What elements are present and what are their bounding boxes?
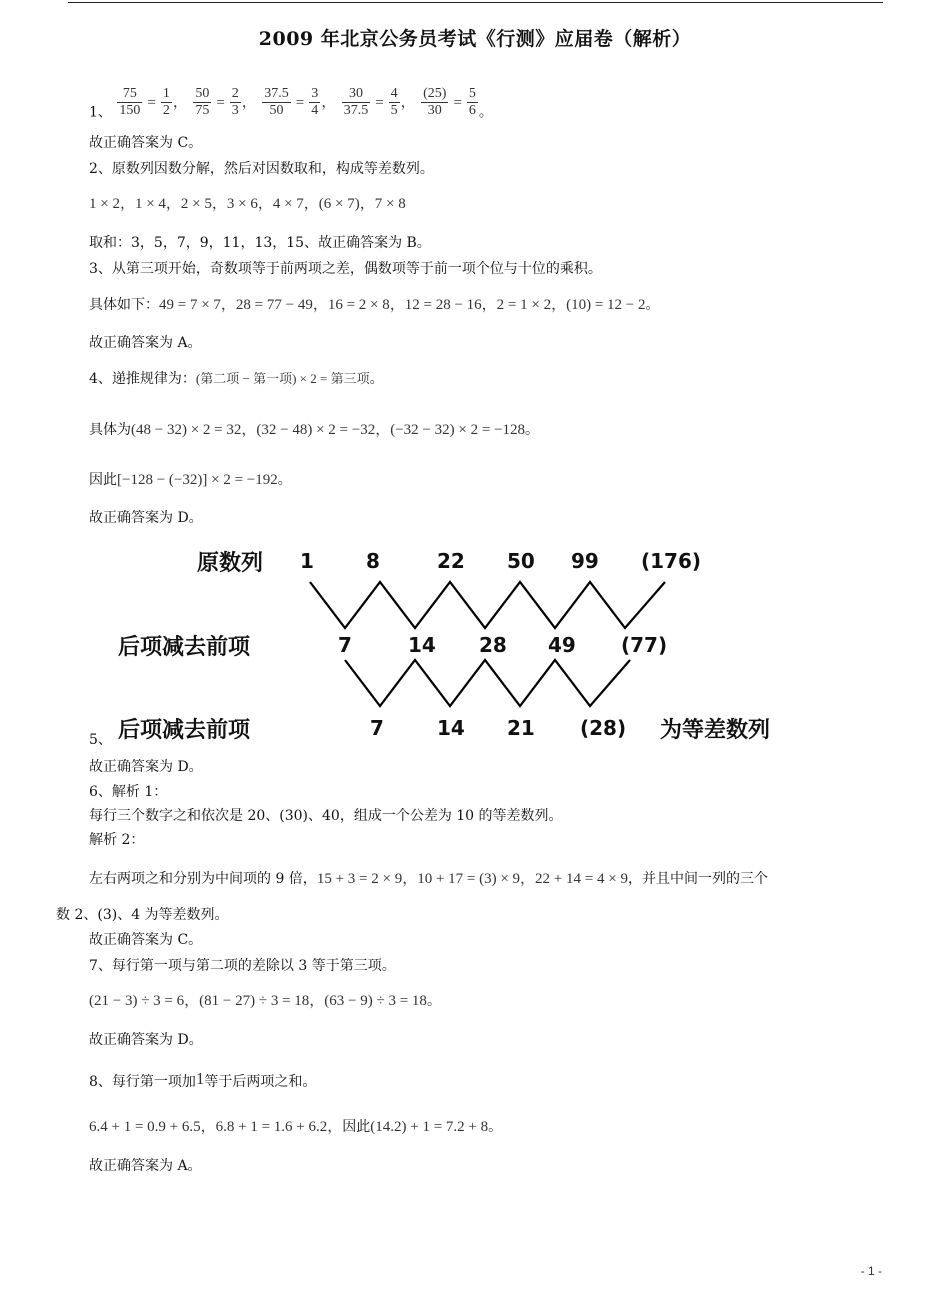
q4-rule: 4、递推规律为：(第二项 − 第一项) × 2 = 第三项。 bbox=[89, 371, 384, 387]
row2-value: 7 bbox=[338, 633, 352, 657]
q8-answer: 故正确答案为 A。 bbox=[89, 1158, 202, 1174]
q1-fraction: $\frac{5}{6}$ bbox=[468, 86, 476, 118]
q7-formula: (21 − 3) ÷ 3 = 6，(81 − 27) ÷ 3 = 18，(63 − 9) ÷ 3 = 18。 bbox=[89, 993, 441, 1009]
q3-answer: 故正确答案为 A。 bbox=[89, 335, 202, 351]
q1-fraction: $\frac{3}{4}$ bbox=[311, 86, 319, 118]
row3-label: 后项减去前项 bbox=[118, 718, 251, 743]
row3-value: 14 bbox=[437, 716, 465, 740]
row1-value: (176) bbox=[641, 549, 702, 573]
q1-fraction: $\frac{1}{2}$ bbox=[162, 86, 170, 118]
q5-diagram bbox=[0, 540, 950, 750]
q4-detail: 具体为(48 − 32) × 2 = 32，(32 − 48) × 2 = −32，(−32 − 32) × 2 = −128。 bbox=[89, 422, 539, 438]
row2-value: (77) bbox=[621, 633, 668, 657]
page-title: 2009 年北京公务员考试《行测》应届卷（解析） bbox=[258, 28, 692, 50]
q7-answer: 故正确答案为 D。 bbox=[89, 1032, 203, 1048]
q3-text: 3、从第三项开始，奇数项等于前两项之差，偶数项等于前一项个位与十位的乘积。 bbox=[89, 261, 602, 277]
q6-line2: 左右两项之和分别为中间项的 9 倍，15 + 3 = 2 × 9，10 + 17 = (3) × 9，22 + 14 = 4 × 9，并且中间一列的三个 bbox=[89, 871, 768, 887]
q4-thus: 因此[−128 − (−32)] × 2 = −192。 bbox=[89, 472, 292, 488]
row1-value: 1 bbox=[300, 549, 314, 573]
row1-value: 22 bbox=[437, 549, 465, 573]
row1-value: 8 bbox=[366, 549, 380, 573]
q2-text: 2、原数列因数分解，然后对因数取和，构成等差数列。 bbox=[89, 161, 434, 177]
q8-text: 8、每行第一项加1等于后两项之和。 bbox=[89, 1069, 317, 1090]
q1-prefix: 1、 bbox=[89, 104, 112, 121]
row2-value: 14 bbox=[408, 633, 436, 657]
row2-value: 49 bbox=[548, 633, 576, 657]
q1-fraction: $\frac{50}{75}$ bbox=[195, 86, 210, 118]
q5-prefix: 5、 bbox=[89, 732, 112, 748]
row3-note: 为等差数列 bbox=[660, 718, 771, 743]
q6-line1: 每行三个数字之和依次是 20、(30)、40，组成一个公差为 10 的等差数列。 bbox=[89, 808, 563, 824]
q1-answer: 故正确答案为 C。 bbox=[89, 135, 203, 151]
q1-formula-line: 1、 $\frac{75}{150}$ = $\frac{1}{2}$ ， $\frac{50}{75}$ = $\frac{2}{3}$ ， $\frac{37.5}{50}$ = $\frac{3}{4}$ ， $\frac{30}{37.5}$ = $\frac{4}{5}$ ， $\frac{(25)}{30}$ = $\frac{5}{6}$ 。 bbox=[89, 86, 493, 121]
q1-fraction: $\frac{37.5}{50}$ bbox=[264, 86, 289, 118]
q1-fraction: $\frac{75}{150}$ bbox=[119, 86, 141, 118]
row2-label: 后项减去前项 bbox=[118, 635, 251, 660]
row2-value: 28 bbox=[479, 633, 507, 657]
row3-value: (28) bbox=[580, 716, 627, 740]
q8-formula: 6.4 + 1 = 0.9 + 6.5，6.8 + 1 = 1.6 + 6.2，因此(14.2) + 1 = 7.2 + 8。 bbox=[89, 1119, 503, 1135]
row1-value: 99 bbox=[571, 549, 599, 573]
row3-value: 7 bbox=[370, 716, 384, 740]
q6-answer: 故正确答案为 C。 bbox=[89, 932, 203, 948]
q1-fraction: $\frac{4}{5}$ bbox=[390, 86, 398, 118]
q1-fraction: $\frac{30}{37.5}$ bbox=[343, 86, 369, 118]
q1-fraction: $\frac{2}{3}$ bbox=[231, 86, 239, 118]
q2-sums: 取和：3，5，7，9，11，13，15、故正确答案为 B。 bbox=[89, 235, 431, 251]
q2-formula: 1 × 2，1 × 4，2 × 5，3 × 6，4 × 7，(6 × 7)，7 × 8 bbox=[89, 196, 406, 212]
row1-value: 50 bbox=[507, 549, 535, 573]
page-number: - 1 - bbox=[860, 1264, 882, 1278]
q6-line3: 数 2、(3)、4 为等差数列。 bbox=[56, 907, 229, 923]
q6-head: 6、解析 1： bbox=[89, 784, 168, 800]
header-rule bbox=[68, 2, 883, 3]
q4-answer: 故正确答案为 D。 bbox=[89, 510, 203, 526]
row1-label: 原数列 bbox=[197, 551, 264, 576]
row3-value: 21 bbox=[507, 716, 535, 740]
q5-answer: 故正确答案为 D。 bbox=[89, 759, 203, 775]
q7-text: 7、每行第一项与第二项的差除以 3 等于第三项。 bbox=[89, 958, 396, 974]
q1-fraction: $\frac{(25)}{30}$ bbox=[423, 86, 447, 118]
q3-detail: 具体如下：49 = 7 × 7，28 = 77 − 49，16 = 2 × 8，12 = 28 − 16，2 = 1 × 2，(10) = 12 − 2。 bbox=[89, 297, 660, 313]
q6-head2: 解析 2： bbox=[89, 832, 145, 848]
